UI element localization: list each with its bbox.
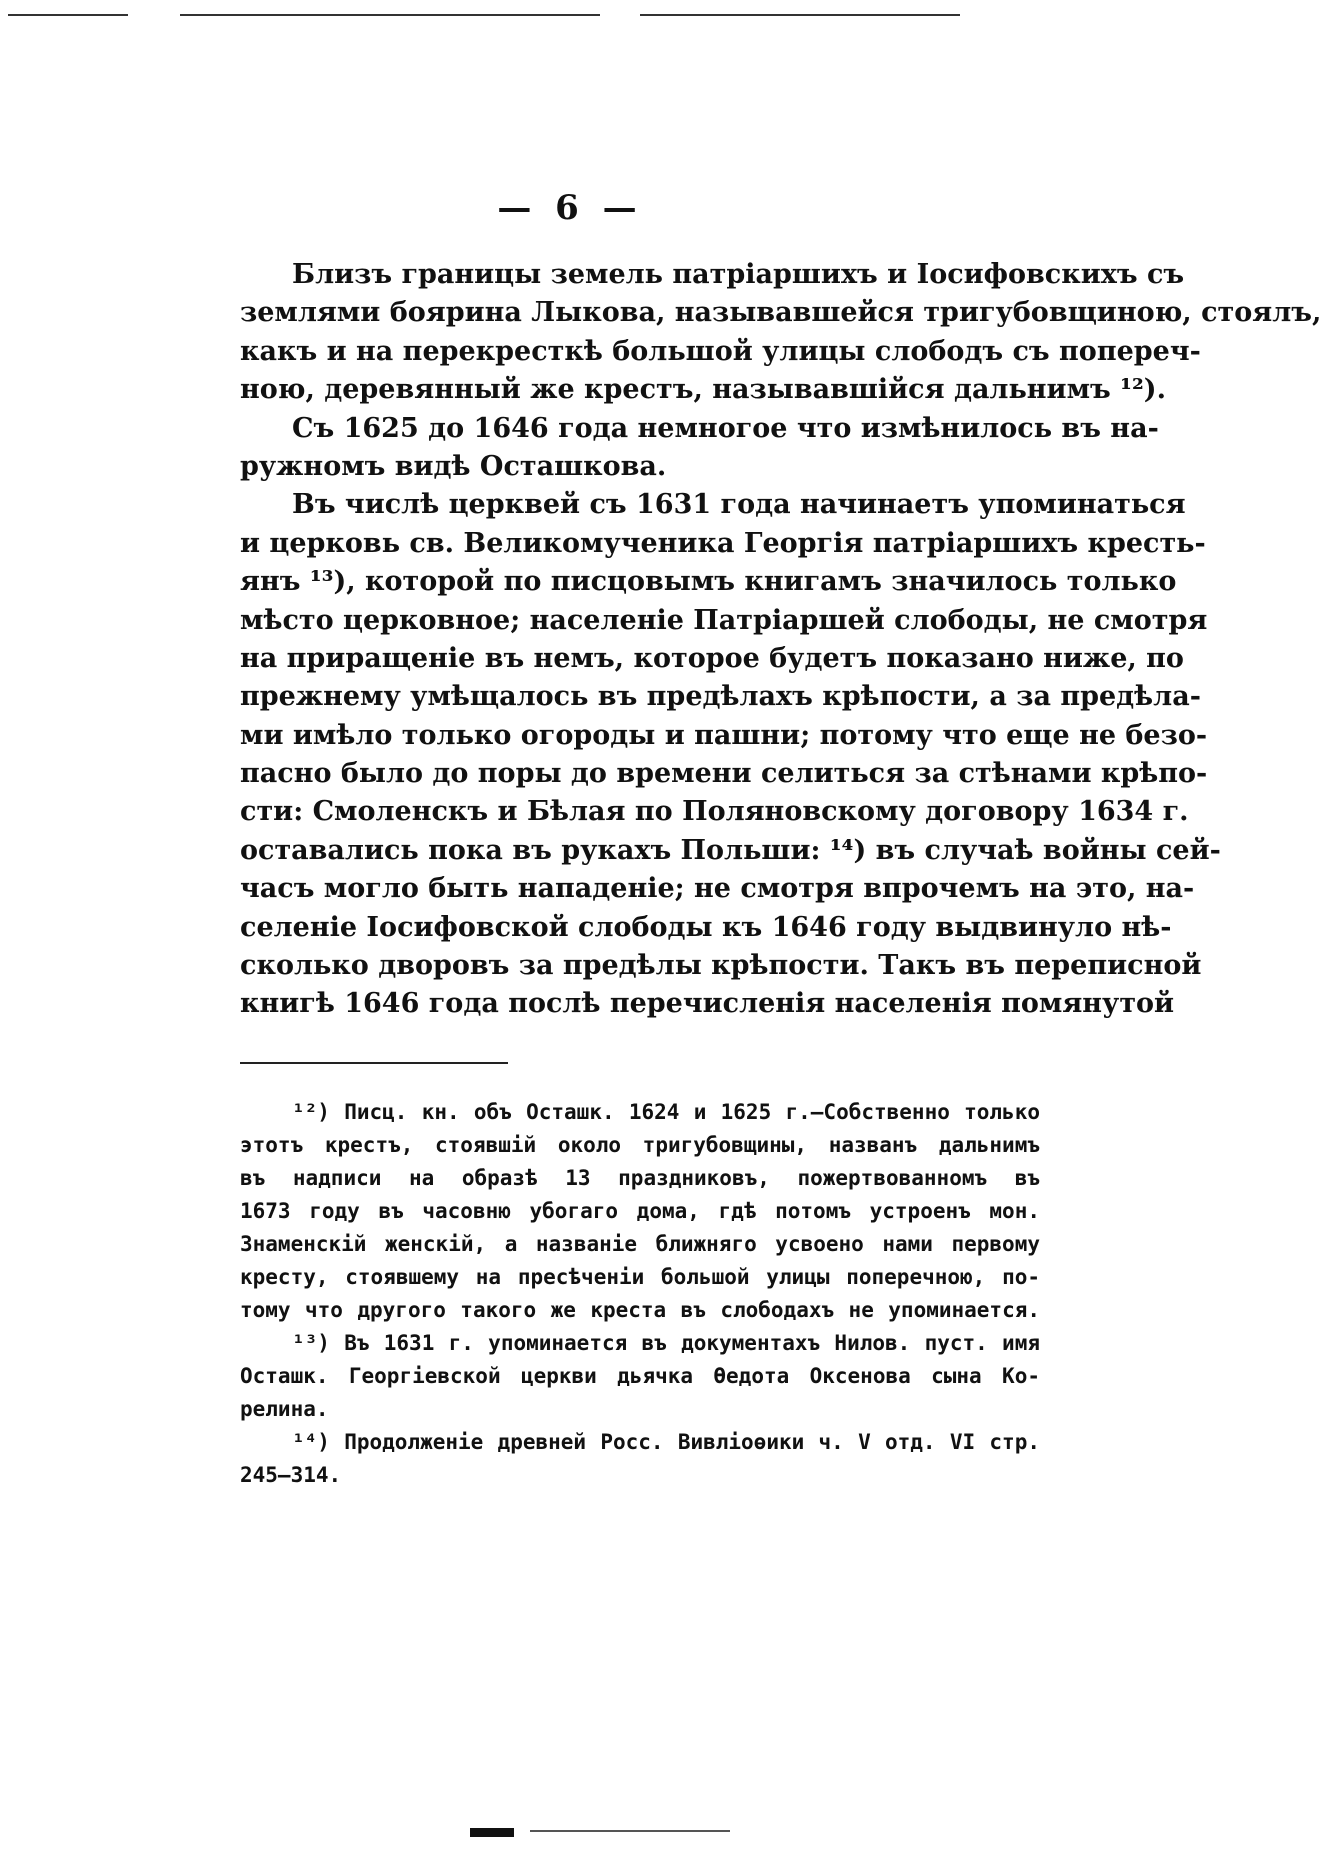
footnote-line: 1673 году въ часовню убогаго дома, гдѣ потомъ устроенъ мон. (240, 1199, 1040, 1223)
text-line: книгѣ 1646 года послѣ перечисленія населенія помянутой (240, 988, 1175, 1020)
text-line: селеніе Іосифовской слободы къ 1646 году выдвинуло нѣ- (240, 911, 1172, 943)
scan-edge-line (640, 14, 960, 16)
text-line: пасно было до поры до времени селиться за стѣнами крѣпо- (240, 758, 1208, 790)
text-line: мѣсто церковное; населеніе Патріаршей слободы, не смотря (240, 604, 1208, 636)
text-line: сколько дворовъ за предѣлы крѣпости. Такъ въ переписной (240, 950, 1202, 982)
scan-edge-line (8, 14, 128, 16)
scan-artifact-line (530, 1830, 730, 1832)
page-number: — 6 — (497, 188, 643, 228)
footnotes (240, 1096, 1040, 1492)
footnote-line: тому что другого такого же креста въ слободахъ не упоминается. (240, 1298, 1040, 1322)
text-line: янъ ¹³), которой по писцовымъ книгамъ значилось только (240, 566, 1177, 598)
footnote-line: релина. (240, 1397, 329, 1421)
footnote-line: кресту, стоявшему на пресѣченіи большой улицы поперечною, по- (240, 1265, 1040, 1289)
footnote-line: ¹⁴) Продолженіе древней Росс. Вивліоѳики ч. V отд. VI стр. (292, 1430, 1040, 1454)
text-line: Въ числѣ церквей съ 1631 года начинаетъ упоминаться (292, 489, 1186, 521)
footnote-separator (240, 1062, 508, 1064)
text-line: оставались пока въ рукахъ Польши: ¹⁴) въ случаѣ войны сей- (240, 834, 1221, 866)
scan-edge-line (180, 14, 600, 16)
text-line: на приращеніе въ немъ, которое будетъ показано ниже, по (240, 642, 1184, 674)
text-line: сти: Смоленскъ и Бѣлая по Поляновскому договору 1634 г. (240, 796, 1189, 828)
scan-artifact-mark (470, 1828, 514, 1837)
text-line: и церковь св. Великомученика Георгія патріаршихъ кресть- (240, 527, 1206, 559)
text-line: ружномъ видѣ Осташкова. (240, 450, 667, 482)
footnote-line: ¹²) Писц. кн. объ Осташк. 1624 и 1625 г.—Собственно только (292, 1100, 1040, 1124)
footnote-line: ¹³) Въ 1631 г. упоминается въ документахъ Нилов. пуст. имя (292, 1331, 1040, 1355)
text-line: какъ и на перекресткѣ большой улицы слободъ съ попереч- (240, 335, 1201, 367)
footnote-line: Осташк. Георгіевской церкви дьячка Ѳедота Оксенова сына Ко- (240, 1364, 1040, 1388)
footnote-line: Знаменскій женскій, а названіе ближняго усвоено нами первому (240, 1232, 1040, 1256)
text-line: Съ 1625 до 1646 года немногое что измѣнилось въ на- (292, 412, 1159, 444)
text-line: часъ могло быть нападеніе; не смотря впрочемъ на это, на- (240, 873, 1195, 905)
text-line: ною, деревянный же крестъ, называвшійся дальнимъ ¹²). (240, 374, 1166, 406)
text-line: землями боярина Лыкова, называвшейся тригубовщиною, стоялъ, (240, 297, 1321, 329)
text-line: прежнему умѣщалось въ предѣлахъ крѣпости, а за предѣла- (240, 681, 1201, 713)
footnote-line: 245—314. (240, 1463, 342, 1487)
footnote-line: этотъ крестъ, стоявшій около тригубовщины, названъ дальнимъ (240, 1133, 1040, 1157)
main-text (240, 256, 1321, 1024)
text-line: Близъ границы земель патріаршихъ и Іосифовскихъ съ (292, 259, 1185, 290)
footnote-line: въ надписи на образѣ 13 праздниковъ, пожертвованномъ въ (240, 1166, 1040, 1190)
text-line: ми имѣло только огороды и пашни; потому что еще не безо- (240, 719, 1208, 751)
